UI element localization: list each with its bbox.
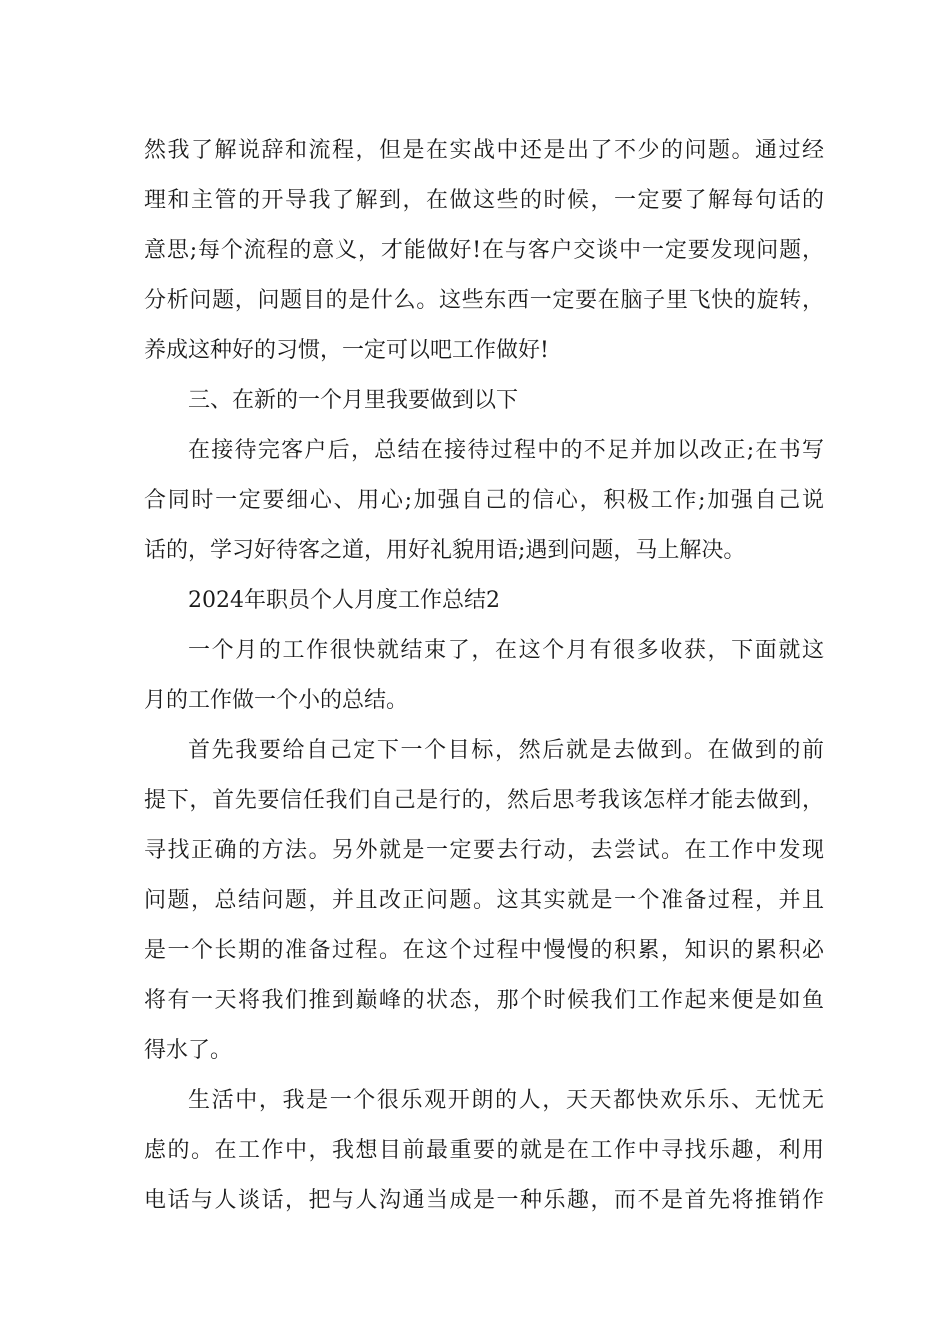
paragraph-line: 首先我要给自己定下一个目标，然后就是去做到。在做到的前 — [188, 738, 824, 763]
paragraph-line: 一个月的工作很快就结束了，在这个月有很多收获，下面就这 — [188, 638, 824, 663]
paragraph-line: 话的，学习好待客之道，用好礼貌用语;遇到问题，马上解决。 — [144, 538, 746, 563]
paragraph-line: 分析问题，问题目的是什么。这些东西一定要在脑子里飞快的旋转， — [144, 288, 824, 313]
paragraph-line: 问题，总结问题，并且改正问题。这其实就是一个准备过程，并且 — [144, 888, 824, 913]
paragraph-line: 是一个长期的准备过程。在这个过程中慢慢的积累，知识的累积必 — [144, 938, 824, 963]
paragraph-line: 意思;每个流程的意义，才能做好!在与客户交谈中一定要发现问题， — [144, 238, 824, 263]
paragraph-line: 将有一天将我们推到巅峰的状态，那个时候我们工作起来便是如鱼 — [144, 988, 824, 1013]
section-heading: 三、在新的一个月里我要做到以下 — [188, 388, 519, 413]
paragraph-line: 寻找正确的方法。另外就是一定要去行动，去尝试。在工作中发现 — [144, 838, 824, 863]
paragraph-line: 得水了。 — [144, 1038, 233, 1063]
paragraph-line: 提下，首先要信任我们自己是行的，然后思考我该怎样才能去做到， — [144, 788, 824, 813]
paragraph-line: 电话与人谈话，把与人沟通当成是一种乐趣，而不是首先将推销作 — [144, 1188, 824, 1213]
paragraph-line: 月的工作做一个小的总结。 — [144, 688, 409, 713]
paragraph-line: 虑的。在工作中，我想目前最重要的就是在工作中寻找乐趣，利用 — [144, 1138, 824, 1163]
article-title: 2024年职员个人月度工作总结2 — [188, 588, 500, 613]
paragraph-line: 理和主管的开导我了解到，在做这些的时候，一定要了解每句话的 — [144, 188, 824, 213]
paragraph-line: 养成这种好的习惯，一定可以吧工作做好! — [144, 338, 549, 363]
paragraph-line: 然我了解说辞和流程，但是在实战中还是出了不少的问题。通过经 — [144, 138, 824, 163]
paragraph-line: 在接待完客户后，总结在接待过程中的不足并加以改正;在书写 — [188, 438, 824, 463]
paragraph-line: 合同时一定要细心、用心;加强自己的信心，积极工作;加强自己说 — [144, 488, 824, 513]
paragraph-line: 生活中，我是一个很乐观开朗的人，天天都快欢乐乐、无忧无 — [188, 1088, 824, 1113]
